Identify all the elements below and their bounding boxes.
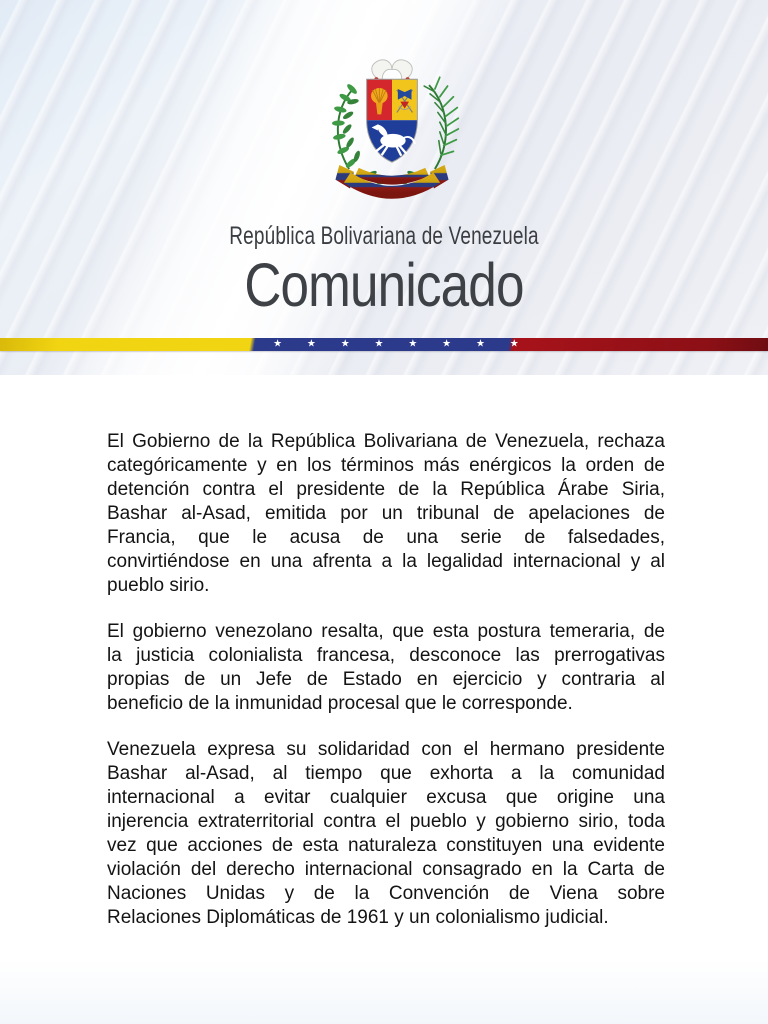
star-icon: ★ <box>306 338 316 350</box>
paragraph-line: Venezuela expresa su solidaridad con el hermano presidente <box>107 739 665 760</box>
communique-body <box>0 375 768 1024</box>
paragraph-line: Bashar al-Asad, emitida por un tribunal de apelaciones de <box>107 503 665 524</box>
country-title: República Bolivariana de Venezuela <box>229 222 539 250</box>
header-banner <box>0 0 768 375</box>
paragraph-line: la justicia colonialista francesa, desconoce las prerrogativas <box>107 645 665 666</box>
star-icon: ★ <box>374 338 384 350</box>
star-icon: ★ <box>475 338 485 350</box>
paragraph-line: El Gobierno de la República Bolivariana de Venezuela, rechaza <box>107 431 665 452</box>
paragraph-line: beneficio de la inmunidad procesal que le corresponde. <box>107 693 573 714</box>
paragraph <box>107 738 665 930</box>
venezuela-coat-of-arms-icon <box>314 38 470 218</box>
flag-stars <box>261 338 531 351</box>
document-title: Comunicado <box>244 251 524 319</box>
paragraph-line: categóricamente y en los términos más enérgicos la orden de <box>107 455 665 476</box>
star-icon: ★ <box>509 338 519 350</box>
paragraph <box>107 620 665 716</box>
paragraph-line: injerencia extraterritorial contra el pueblo y gobierno sirio, toda <box>107 811 665 832</box>
star-icon: ★ <box>408 338 418 350</box>
star-icon: ★ <box>340 338 350 350</box>
paragraph-line: Francia, que le acusa de una serie de falsedades, <box>107 527 665 548</box>
flag-stripe <box>0 338 768 351</box>
paragraph-line: Naciones Unidas y de la Convención de Viena sobre <box>107 883 665 904</box>
paragraph-line: pueblo sirio. <box>107 575 210 596</box>
star-icon: ★ <box>442 338 452 350</box>
paragraph-line: Relaciones Diplomáticas de 1961 y un colonialismo judicial. <box>107 907 609 928</box>
paragraph-line: internacional a evitar cualquier excusa que origine una <box>107 787 665 808</box>
star-icon: ★ <box>273 338 283 350</box>
paragraph-line: convirtiéndose en una afrenta a la legalidad internacional y al <box>107 551 665 572</box>
paragraph-line: violación del derecho internacional consagrado en la Carta de <box>107 859 665 880</box>
paragraph-line: propias de un Jefe de Estado en ejercicio y contraria al <box>107 669 665 690</box>
paragraph-line: El gobierno venezolano resalta, que esta postura temeraria, de <box>107 621 665 642</box>
paragraph-line: Bashar al-Asad, al tiempo que exhorta a la comunidad <box>107 763 665 784</box>
paragraph-line: detención contra el presidente de la República Árabe Siria, <box>107 479 665 500</box>
paragraph-line: vez que acciones de esta naturaleza constituyen una evidente <box>107 835 665 856</box>
paragraph <box>107 430 665 598</box>
